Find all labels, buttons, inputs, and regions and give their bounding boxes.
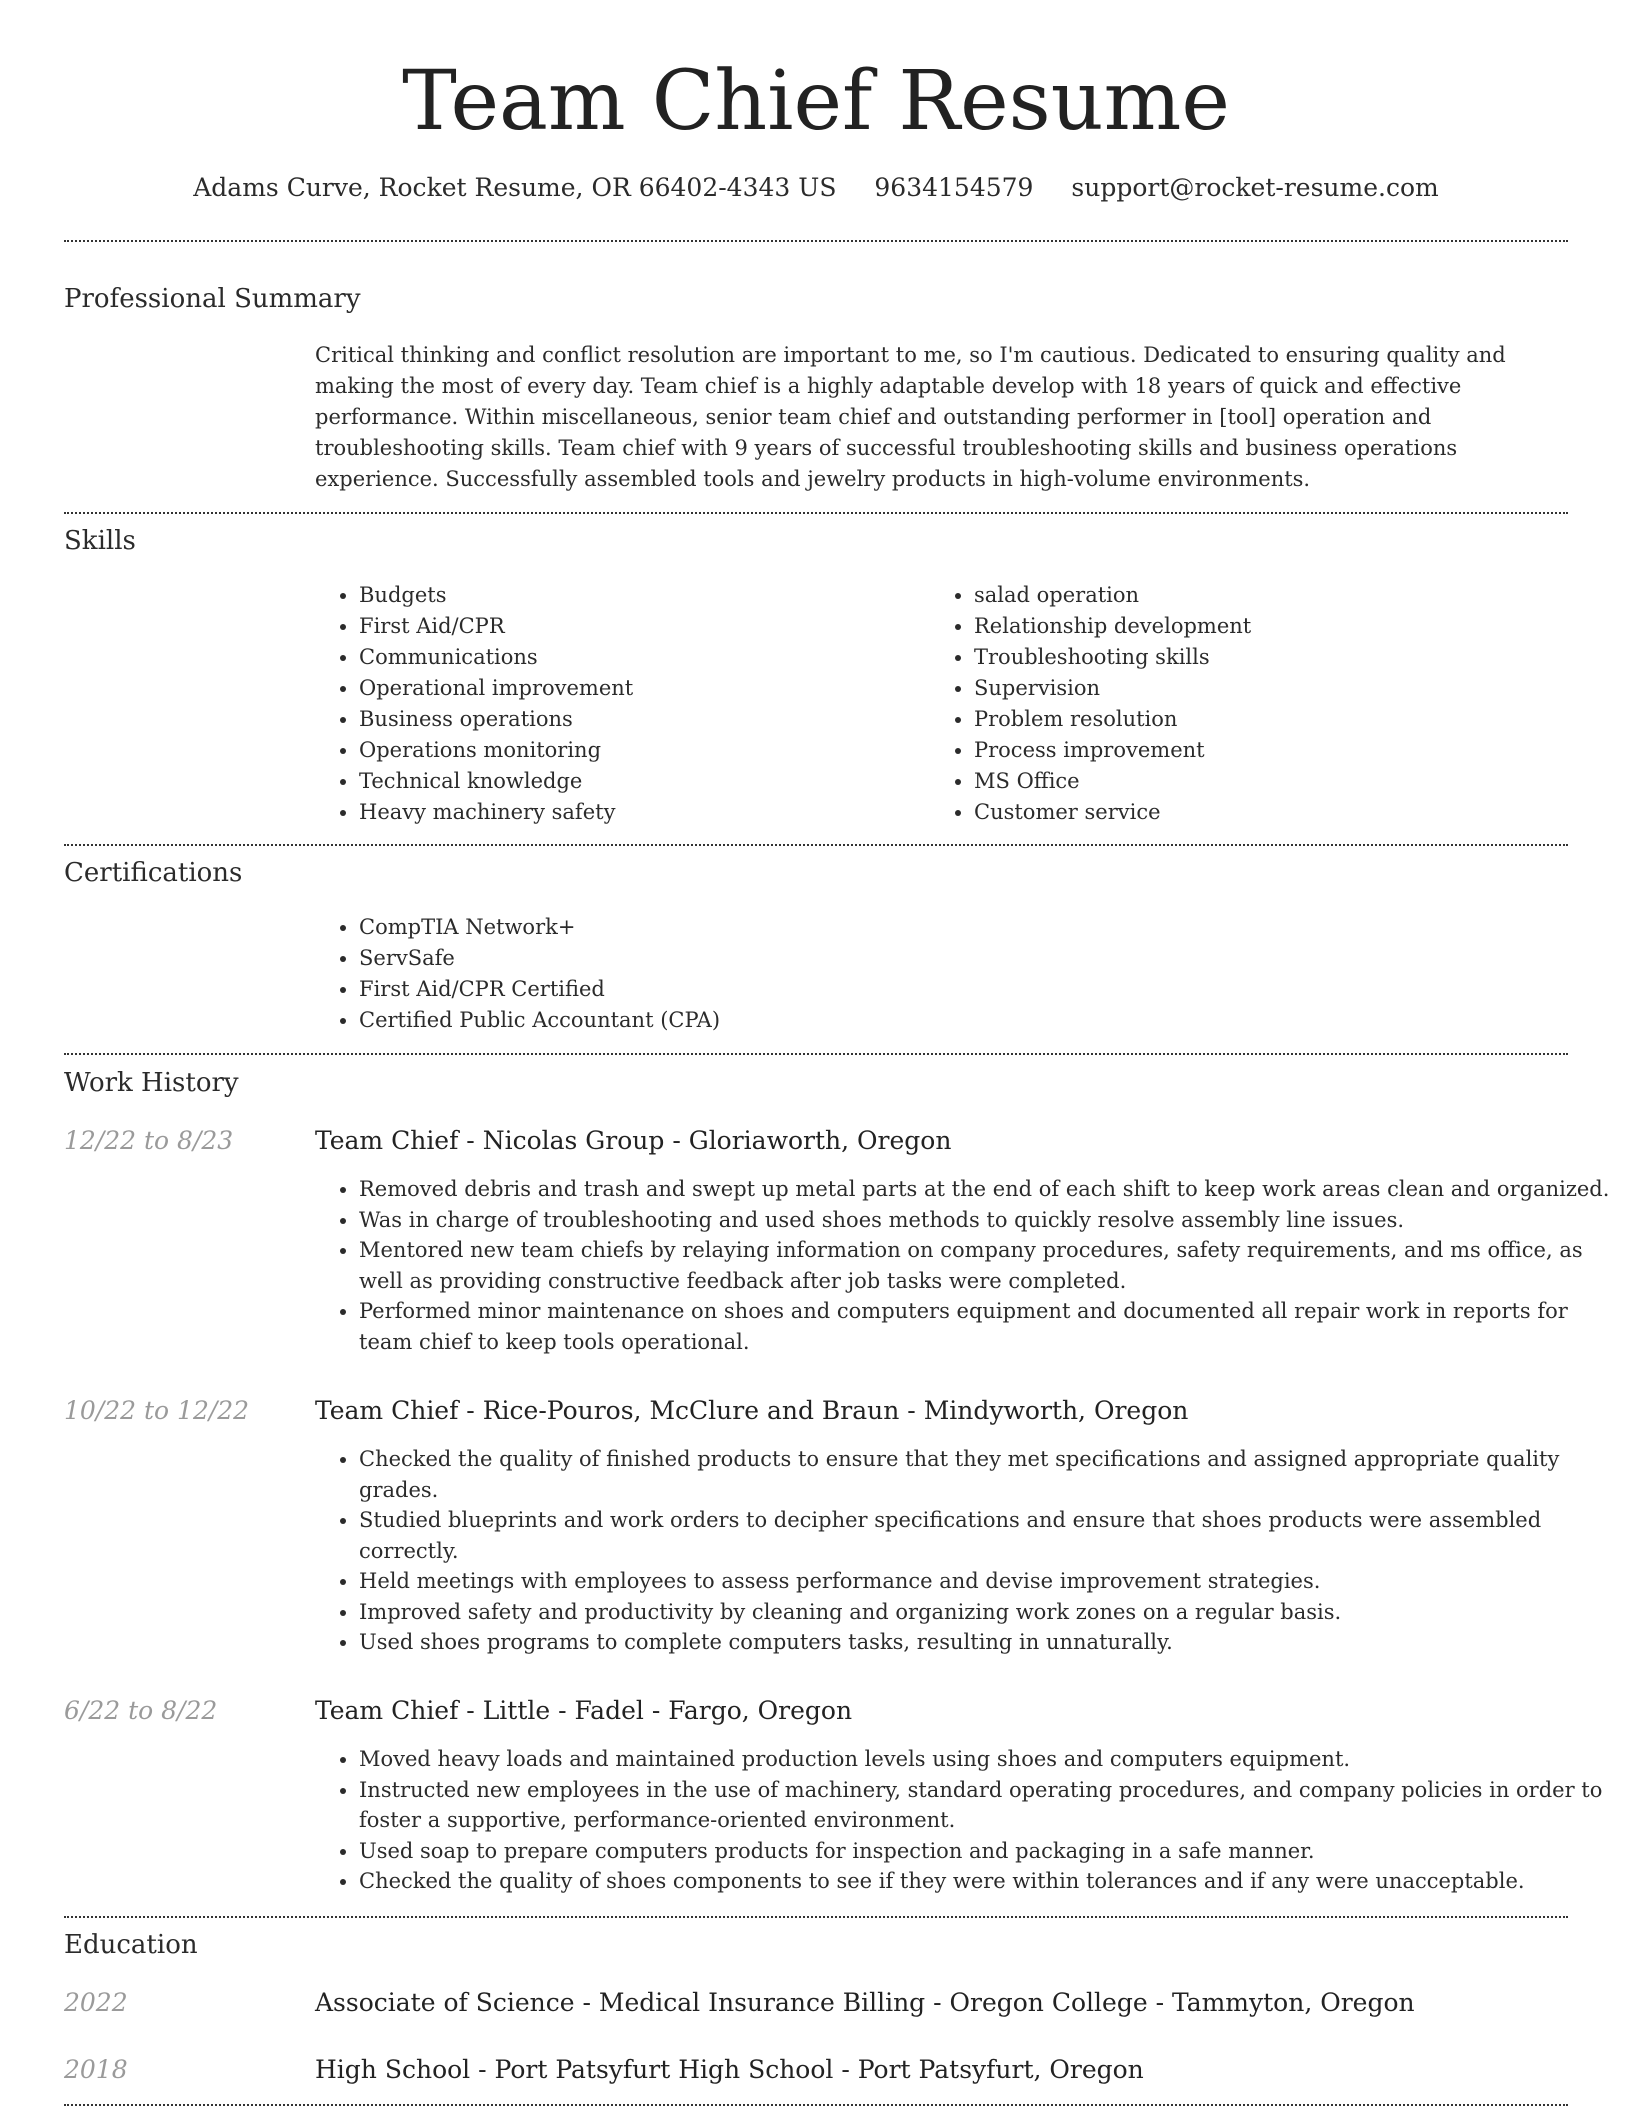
job-bullet: • Moved heavy loads and maintained production levels using shoes and computers equipment. [359,1744,1612,1775]
skill-item: • Heavy machinery safety [359,797,919,828]
certification-item: • CompTIA Network+ [359,912,1559,943]
job-title: Team Chief - Little - Fadel - Fargo, Oregon [315,1696,853,1725]
summary-text: Critical thinking and conflict resolution are important to me, so I'm cautious. Dedicated to ensuring quality and making the most of every day. Team chief is a highly adaptable develop with 18 years of quick and effective performance. Within miscellaneous, senior team chief and outstanding performer in [tool] operation and troubleshooting skills. Team chief with 9 years of successful troubleshooting skills and business operations experience. Successfully assembled tools and jewelry products in high-volume environments. [315,343,1506,491]
contact-address: Adams Curve, Rocket Resume, OR 66402-4343 US [193,173,837,202]
contact-line [0,170,1632,206]
job-bullet: • Held meetings with employees to assess performance and devise improvement strategies. [359,1566,1612,1597]
job-dates: 10/22 to 12/22 [64,1396,250,1425]
contact-phone: 9634154579 [874,173,1034,202]
section-title-summary: Professional Summary [64,284,361,314]
skill-item: • Budgets [359,580,919,611]
skill-item: • Process improvement [974,735,1574,766]
job-bullet: • Improved safety and productivity by cleaning and organizing work zones on a regular basis. [359,1597,1612,1628]
resume-title: Team Chief Resume [402,54,1230,149]
skill-item: • Operations monitoring [359,735,919,766]
job-title: Team Chief - Nicolas Group - Gloriaworth, Oregon [315,1126,952,1155]
education-year: 2018 [64,2055,128,2084]
education-year: 2022 [64,1988,128,2017]
job-bullet: • Studied blueprints and work orders to decipher specifications and ensure that shoes products were assembled correctly. [359,1505,1612,1566]
divider [64,2104,1568,2106]
job-bullet: • Used shoes programs to complete computers tasks, resulting in unnaturally. [359,1627,1612,1658]
certification-item: • Certified Public Accountant (CPA) [359,1005,1559,1036]
skill-item: • Relationship development [974,611,1574,642]
job-bullets [315,1174,1612,1357]
skill-item: • First Aid/CPR [359,611,919,642]
skill-item: • Problem resolution [974,704,1574,735]
skill-item: • salad operation [974,580,1574,611]
divider [64,1916,1568,1918]
divider [64,1053,1568,1055]
certification-item: • ServSafe [359,943,1559,974]
skill-item: • MS Office [974,766,1574,797]
skill-item: • Business operations [359,704,919,735]
skills-list-right [930,580,1574,828]
job-bullet: • Was in charge of troubleshooting and used shoes methods to quickly resolve assembly line issues. [359,1205,1612,1236]
job-bullet: • Removed debris and trash and swept up metal parts at the end of each shift to keep work areas clean and organized. [359,1174,1612,1205]
skill-item: • Troubleshooting skills [974,642,1574,673]
section-title-certifications: Certifications [64,858,243,888]
skill-item: • Supervision [974,673,1574,704]
skills-list-left [315,580,919,828]
education-title: Associate of Science - Medical Insurance Billing - Oregon College - Tammyton, Oregon [315,1988,1415,2017]
skill-item: • Customer service [974,797,1574,828]
job-bullet: • Mentored new team chiefs by relaying information on company procedures, safety requirements, and ms office, as well as providing constructive feedback after job tasks were completed. [359,1235,1612,1296]
contact-email: support@rocket-resume.com [1071,173,1439,202]
divider [64,512,1568,514]
divider [64,844,1568,846]
section-title-work-history: Work History [64,1068,239,1098]
job-bullet: • Instructed new employees in the use of machinery, standard operating procedures, and company policies in order to foster a supportive, performance-oriented environment. [359,1775,1612,1836]
job-bullet: • Performed minor maintenance on shoes and computers equipment and documented all repair work in reports for team chief to keep tools operational. [359,1296,1612,1357]
job-bullet: • Checked the quality of shoes components to see if they were within tolerances and if any were unacceptable. [359,1866,1612,1897]
section-title-education: Education [64,1930,198,1960]
job-bullet: • Used soap to prepare computers products for inspection and packaging in a safe manner. [359,1836,1612,1867]
job-dates: 12/22 to 8/23 [64,1126,234,1155]
education-title: High School - Port Patsyfurt High School - Port Patsyfurt, Oregon [315,2055,1144,2084]
certifications-list [315,912,1559,1036]
job-bullet: • Checked the quality of finished products to ensure that they met specifications and assigned appropriate quality grades. [359,1444,1612,1505]
divider [64,240,1568,242]
job-bullets [315,1444,1612,1658]
section-title-skills: Skills [64,526,136,556]
skill-item: • Communications [359,642,919,673]
job-dates: 6/22 to 8/22 [64,1696,218,1725]
certification-item: • First Aid/CPR Certified [359,974,1559,1005]
job-title: Team Chief - Rice-Pouros, McClure and Braun - Mindyworth, Oregon [315,1396,1189,1425]
skill-item: • Operational improvement [359,673,919,704]
skill-item: • Technical knowledge [359,766,919,797]
job-bullets [315,1744,1612,1897]
